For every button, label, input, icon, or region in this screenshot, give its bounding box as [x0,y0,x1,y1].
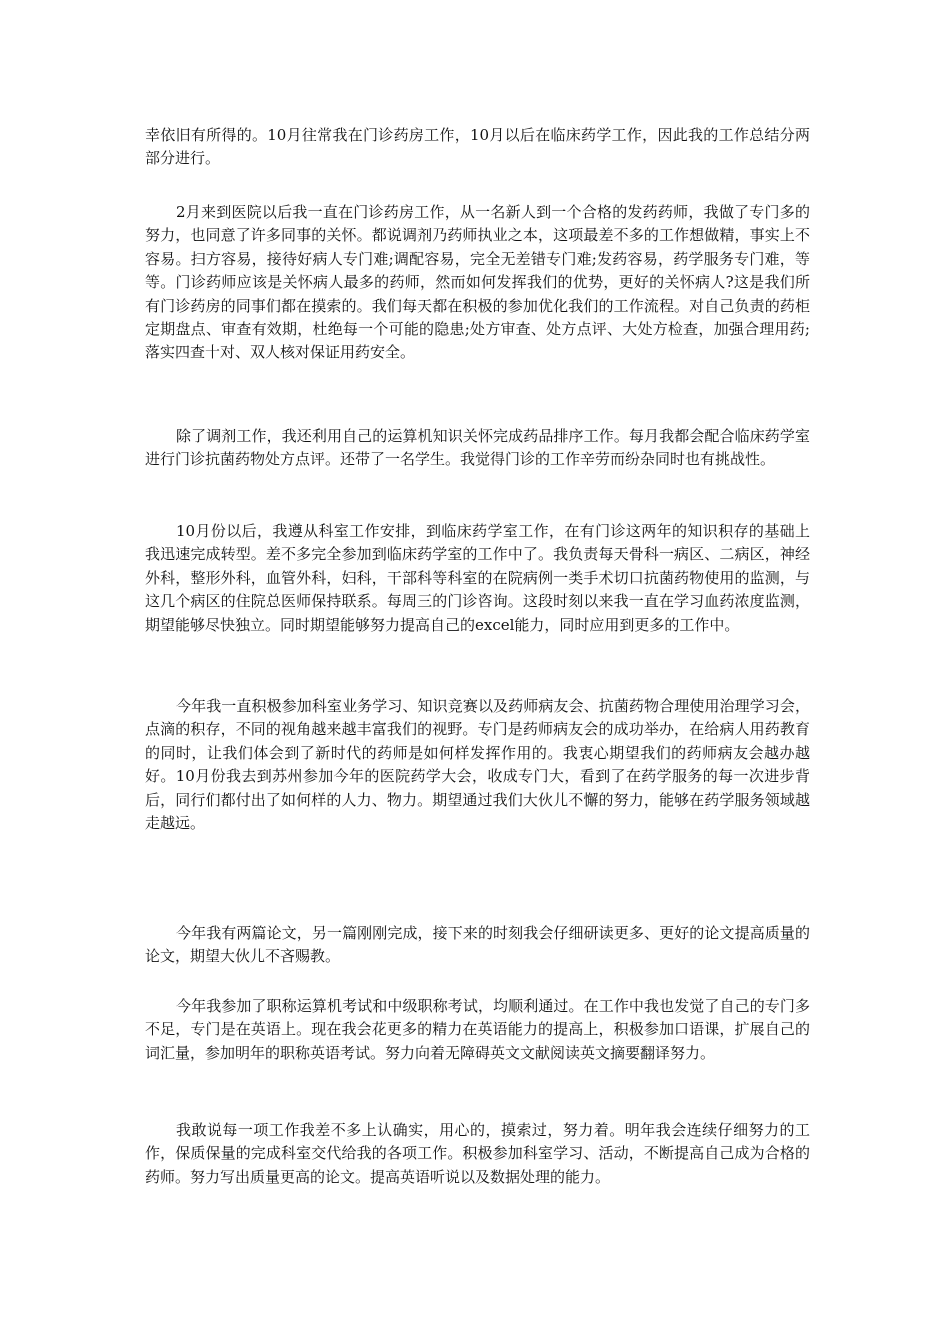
paragraph-learning-activities: 今年我一直积极参加科室业务学习、知识竞赛以及药师病友会、抗菌药物合理使用治理学习会，点滴的积存，不同的视角越来越丰富我们的视野。专门是药师病友会的成功举办，在给病人用药教育的同时，让我们体会到了新时代的药师是如何样发挥作用的。我衷心期望我们的药师病友会越办越好。10月份我去到苏州参加今年的医院药学大会，收成专门大，看到了在药学服务的每一次进步背后，同行们都付出了如何样的人力、物力。期望通过我们大伙儿不懈的努力，能够在药学服务领域越走越远。 [145,697,810,833]
paragraph-clinical-pharmacy: 10月份以后，我遵从科室工作安排，到临床药学室工作，在有门诊这两年的知识积存的基础上我迅速完成转型。差不多完全参加到临床药学室的工作中了。我负责每天骨科一病区、二病区，神经外科，整形外科，血管外科，妇科，干部科等科室的在院病例一类手术切口抗菌药物使用的监测，与这几个病区的住院总医师保持联系。每周三的门诊咨询。这段时刻以来我一直在学习血药浓度监测，期望能够尽快独立。同时期望能够努力提高自己的excel能力，同时应用到更多的工作中。 [145,522,810,634]
paragraph-outpatient-pharmacy: 2月来到医院以后我一直在门诊药房工作，从一名新人到一个合格的发药药师，我做了专门多的努力，也同意了许多同事的关怀。都说调剂乃药师执业之本，这项最差不多的工作想做精，事实上不容易。扫方容易，接待好病人专门难;调配容易，完全无差错专门难;发药容易，药学服务专门难，等等。门诊药师应该是关怀病人最多的药师，然而如何发挥我们的优势，更好的关怀病人?这是我们所有门诊药房的同事们都在摸索的。我们每天都在积极的参加优化我们的工作流程。对自己负责的药柜定期盘点、审查有效期，杜绝每一个可能的隐患;处方审查、处方点评、大处方检查，加强合理用药;落实四查十对、双人核对保证用药安全。 [145,203,810,362]
paragraph-exams-english: 今年我参加了职称运算机考试和中级职称考试，均顺利通过。在工作中我也发觉了自己的专门多不足，专门是在英语上。现在我会花更多的精力在英语能力的提高上，积极参加口语课，扩展自己的词汇量，参加明年的职称英语考试。努力向着无障碍英文文献阅读英文摘要翻译努力。 [145,997,810,1062]
paragraph-dispensing-extra-work: 除了调剂工作，我还利用自己的运算机知识关怀完成药品排序工作。每月我都会配合临床药学室进行门诊抗菌药物处方点评。还带了一名学生。我觉得门诊的工作辛劳而纷杂同时也有挑战性。 [145,427,810,469]
paragraph-papers: 今年我有两篇论文，另一篇刚刚完成，接下来的时刻我会仔细研读更多、更好的论文提高质量的论文，期望大伙儿不吝赐教。 [145,924,810,966]
paragraph-intro-continuation: 幸依旧有所得的。10月往常我在门诊药房工作，10月以后在临床药学工作，因此我的工作总结分两部分进行。 [145,126,810,168]
paragraph-next-year-plan: 我敢说每一项工作我差不多上认确实，用心的，摸索过，努力着。明年我会连续仔细努力的工作，保质保量的完成科室交代给我的各项工作。积极参加科室学习、活动，不断提高自己成为合格的药师。努力写出质量更高的论文。提高英语听说以及数据处理的能力。 [145,1121,810,1186]
